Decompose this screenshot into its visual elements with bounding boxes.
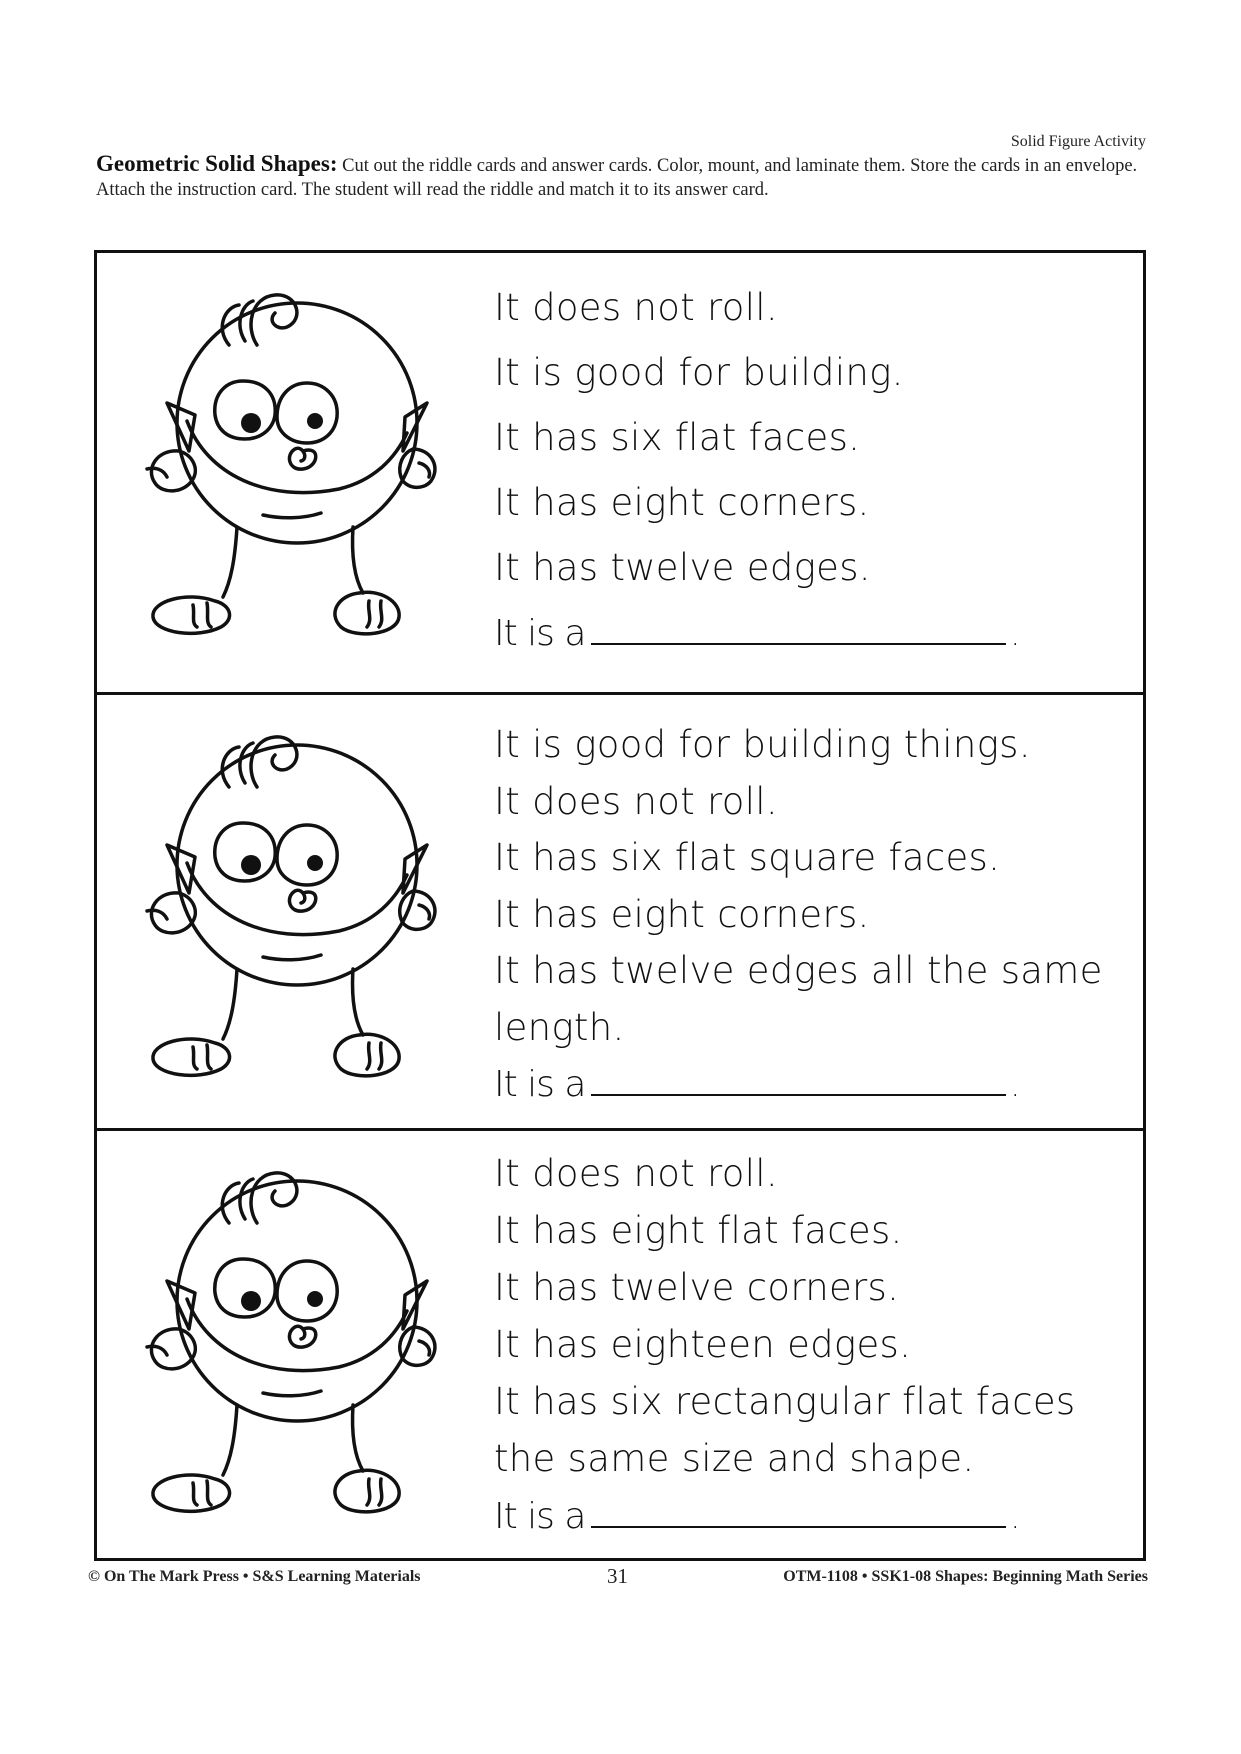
riddle-line: It does not roll.	[494, 286, 778, 329]
riddle-line: It does not roll.	[494, 1152, 778, 1195]
riddle-text	[494, 1145, 1135, 1547]
riddle-line: It has twelve edges all the same	[494, 949, 1103, 992]
riddle-line: It has eight corners.	[494, 481, 870, 524]
riddle-cards-frame	[94, 250, 1146, 1561]
riddle-card	[97, 1128, 1143, 1561]
riddle-line: It has twelve edges.	[494, 546, 871, 589]
riddle-line: It has six rectangular flat faces	[494, 1380, 1076, 1423]
riddle-line: It has eight flat faces.	[494, 1209, 903, 1252]
riddle-line: It has eight corners.	[494, 892, 870, 936]
riddle-text	[494, 275, 1135, 668]
series-credit: OTM-1108 • SSK1-08 Shapes: Beginning Math Series	[783, 1568, 1148, 1585]
publisher-credit: © On The Mark Press • S&S Learning Materials	[88, 1568, 421, 1585]
answer-prefix: It is a	[494, 1496, 586, 1537]
instructions	[96, 152, 1146, 202]
answer-line	[494, 600, 1135, 668]
answer-prefix: It is a	[494, 1064, 586, 1105]
answer-prefix: It is a	[494, 613, 586, 654]
riddle-line: the same size and shape.	[494, 1437, 975, 1480]
riddle-line: It has six flat faces.	[494, 416, 861, 459]
smiling-ball-character-icon	[127, 1161, 457, 1521]
smiling-ball-character-icon	[127, 283, 457, 643]
riddle-line: It has six flat square faces.	[494, 836, 1001, 879]
page-number: 31	[607, 1564, 628, 1588]
riddle-line: length.	[494, 1005, 625, 1049]
instructions-text: Cut out the riddle cards and answer cards. Color, mount, and laminate them. Store the cards in an envelope. Attach the instruction card. The student will read the riddle and match it to its answer card.	[96, 156, 1138, 200]
riddle-card	[97, 692, 1143, 1128]
answer-period: .	[1010, 1069, 1021, 1104]
answer-period: .	[1010, 618, 1021, 653]
answer-period: .	[1010, 1501, 1021, 1536]
page-footer	[88, 1564, 1148, 1592]
riddle-line: It is good for building.	[494, 351, 904, 394]
riddle-line: It does not roll.	[494, 779, 778, 823]
answer-line	[494, 1056, 1135, 1116]
answer-blank[interactable]	[591, 1066, 1006, 1096]
riddle-line: It has twelve corners.	[494, 1266, 900, 1309]
answer-blank[interactable]	[591, 615, 1006, 645]
smiling-ball-character-icon	[127, 725, 457, 1085]
riddle-text	[494, 717, 1135, 1116]
activity-label: Solid Figure Activity	[1010, 133, 1146, 150]
riddle-line: It has eighteen edges.	[494, 1323, 912, 1366]
answer-line	[494, 1487, 1135, 1547]
instructions-heading: Geometric Solid Shapes:	[96, 151, 338, 176]
riddle-card	[97, 253, 1143, 695]
riddle-line: It is good for building things.	[494, 723, 1031, 766]
answer-blank[interactable]	[591, 1498, 1006, 1528]
